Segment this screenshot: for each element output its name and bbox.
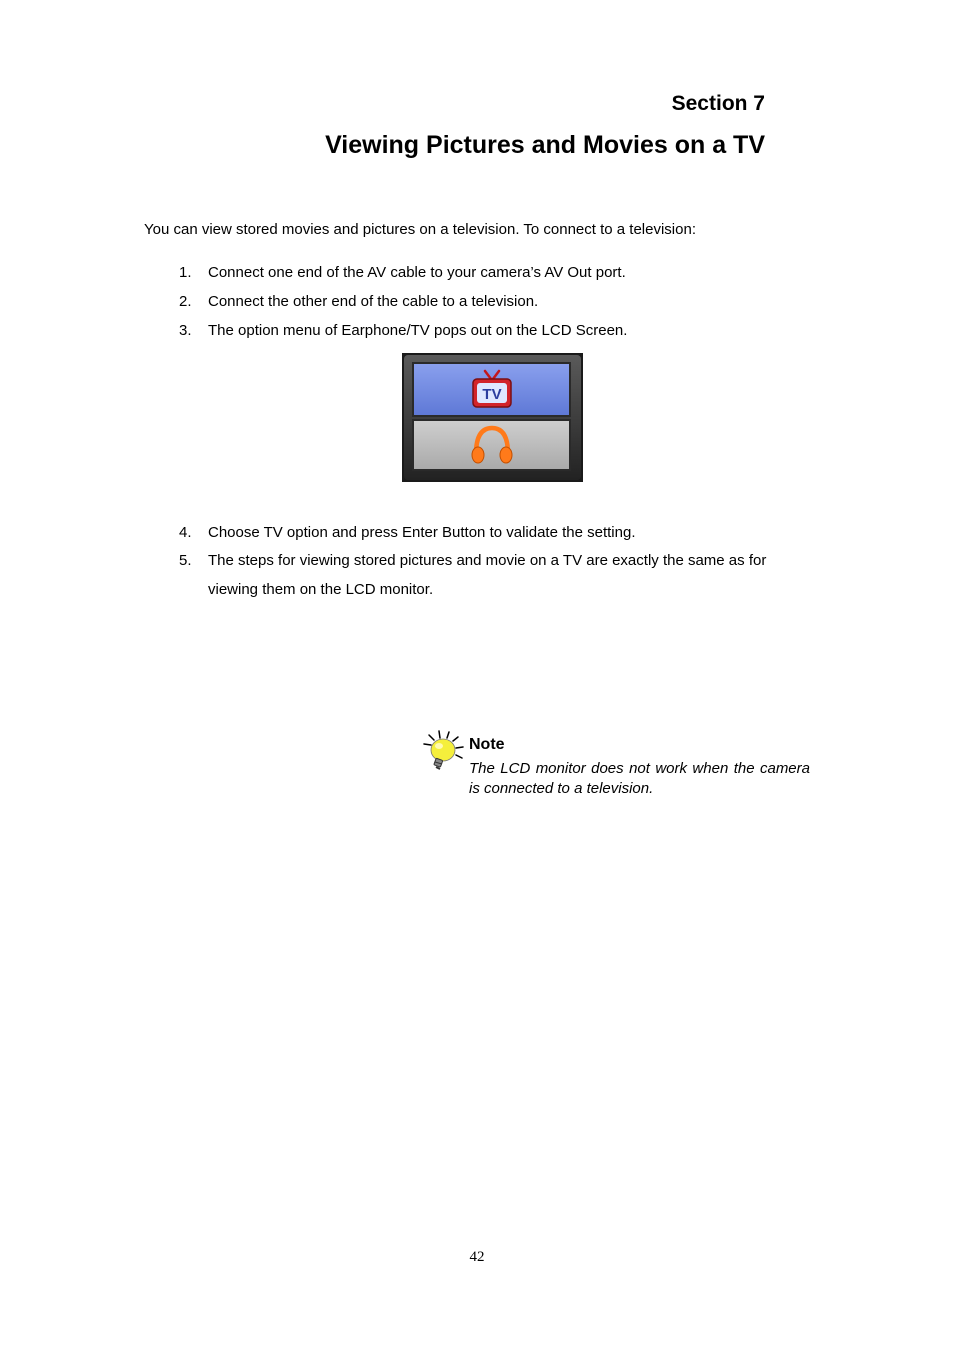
list-item [179,287,809,316]
list-item-text: Connect the other end of the cable to a television. [208,293,539,310]
earphone-tv-menu-image [402,353,583,482]
list-item [179,258,809,287]
list-item [179,316,809,345]
list-item-number: 5. [179,552,192,569]
list-item-text: Connect one end of the AV cable to your camera’s AV Out port. [208,264,626,281]
tv-option[interactable] [413,363,570,416]
intro-paragraph: You can view stored movies and pictures on a television. To connect to a television: [144,221,696,238]
note-text: The LCD monitor does not work when the camera is connected to a television. [469,760,810,797]
list-item [179,546,809,604]
earphone-option[interactable] [413,420,570,470]
list-item-text: The option menu of Earphone/TV pops out on the LCD Screen. [208,322,628,339]
page-number: 42 [469,1249,485,1265]
lightbulb-icon [422,730,466,774]
list-item-text: Choose TV option and press Enter Button to validate the setting. [208,524,636,541]
note-title: Note [469,736,505,753]
page-title: Viewing Pictures and Movies on a TV [325,131,765,159]
list-item-number: 2. [179,293,192,310]
tv-icon-label: TV [482,386,502,403]
list-item-number: 4. [179,524,192,541]
section-label: Section 7 [671,92,765,115]
list-item [179,518,809,547]
list-item-number: 3. [179,322,192,339]
list-item-number: 1. [179,264,192,281]
list-item-text: The steps for viewing stored pictures and movie on a TV are exactly the same as for viewing them on the LCD monitor. [208,552,767,598]
